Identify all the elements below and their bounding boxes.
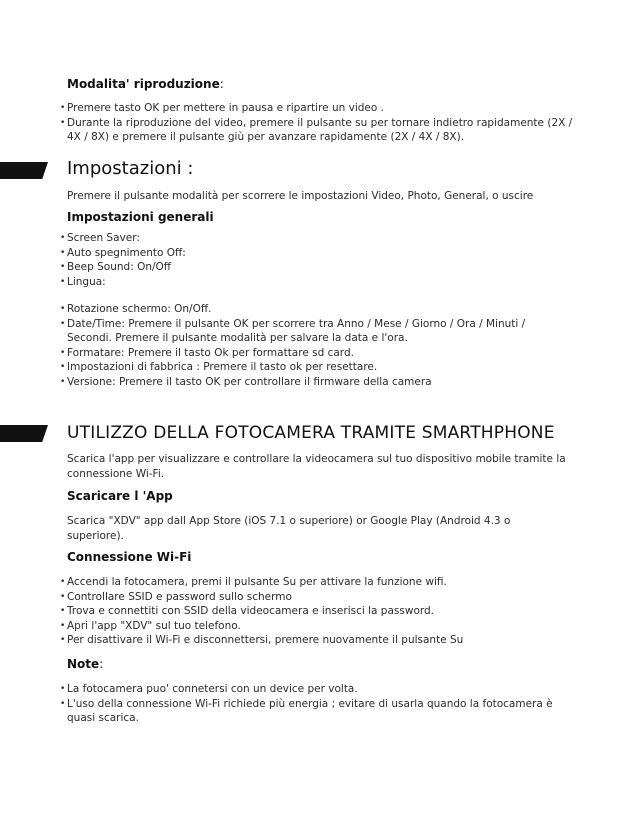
playback-mode-heading: [67, 77, 224, 91]
list-item: • Per disattivare il Wi-Fi e disconnettersi, premere nuovamente il pulsante Su: [60, 633, 580, 648]
smartphone-heading: UTILIZZO DELLA FOTOCAMERA TRAMITE SMARTHPHONE: [67, 423, 555, 443]
list-item: • Lingua:: [60, 275, 560, 290]
list-item: • Accendi la fotocamera, premi il pulsante Su per attivare la funzione wifi.: [60, 575, 580, 590]
general-settings-list-2: [60, 302, 538, 390]
download-app-text: Scarica "XDV" app dall App Store (iOS 7.1 o superiore) or Google Play (Android 4.3 o superiore).: [67, 515, 511, 542]
list-item: • Durante la riproduzione del video, premere il pulsante su per tornare indietro rapidamente (2X / 4X / 8X) e premere il pulsante giù per avanzare rapidamente (2X / 4X / 8X).: [60, 116, 575, 145]
list-item: • L'uso della connessione Wi-Fi richiede più energia ; evitare di usarla quando la fotocamera è quasi scarica.: [60, 697, 565, 726]
general-settings-list-1: [60, 231, 560, 289]
wifi-connection-heading: Connessione Wi-Fi: [67, 550, 192, 564]
playback-list: [60, 101, 575, 145]
list-item: • Auto spegnimento Off:: [60, 246, 560, 261]
note-list: [60, 682, 565, 726]
list-item: • Controllare SSID e password sullo schermo: [60, 590, 580, 605]
smartphone-intro: Scarica l'app per visualizzare e controllare la videocamera sul tuo dispositivo mobile tramite la connessione Wi-Fi.: [67, 453, 566, 480]
list-item: • Apri l'app "XDV" sul tuo telefono.: [60, 619, 580, 634]
download-app-heading: Scaricare l 'App: [67, 489, 173, 503]
list-item: • Screen Saver:: [60, 231, 560, 246]
note-title: Note: [67, 657, 100, 671]
list-item: • Premere tasto OK per mettere in pausa e ripartire un video .: [60, 101, 575, 116]
wifi-list: [60, 575, 580, 648]
list-item: • Date/Time: Premere il pulsante OK per scorrere tra Anno / Mese / Giorno / Ora / Minuti / Secondi. Premere il pulsante modalità per salvare la data e l'ora.: [60, 317, 538, 346]
note-colon: :: [99, 657, 104, 671]
list-item: • La fotocamera puo' connetersi con un device per volta.: [60, 682, 565, 697]
section-bar-settings: [0, 162, 48, 179]
playback-mode-colon: :: [219, 77, 224, 91]
list-item: • Impostazioni di fabbrica : Premere il tasto ok per resettare.: [60, 360, 538, 375]
list-item: • Rotazione schermo: On/Off.: [60, 302, 538, 317]
settings-heading: Impostazioni :: [67, 158, 194, 179]
section-bar-smartphone: [0, 425, 48, 442]
list-item: • Beep Sound: On/Off: [60, 260, 560, 275]
playback-mode-title: Modalita' riproduzione: [67, 77, 220, 91]
settings-intro: Premere il pulsante modalità per scorrere le impostazioni Video, Photo, General, o uscire: [67, 190, 534, 202]
note-heading: [67, 657, 103, 671]
general-settings-heading: Impostazioni generali: [67, 210, 214, 224]
list-item: • Trova e connettiti con SSID della videocamera e inserisci la password.: [60, 604, 580, 619]
list-item: • Versione: Premere il tasto OK per controllare il firmware della camera: [60, 375, 538, 390]
list-item: • Formatare: Premere il tasto Ok per formattare sd card.: [60, 346, 538, 361]
